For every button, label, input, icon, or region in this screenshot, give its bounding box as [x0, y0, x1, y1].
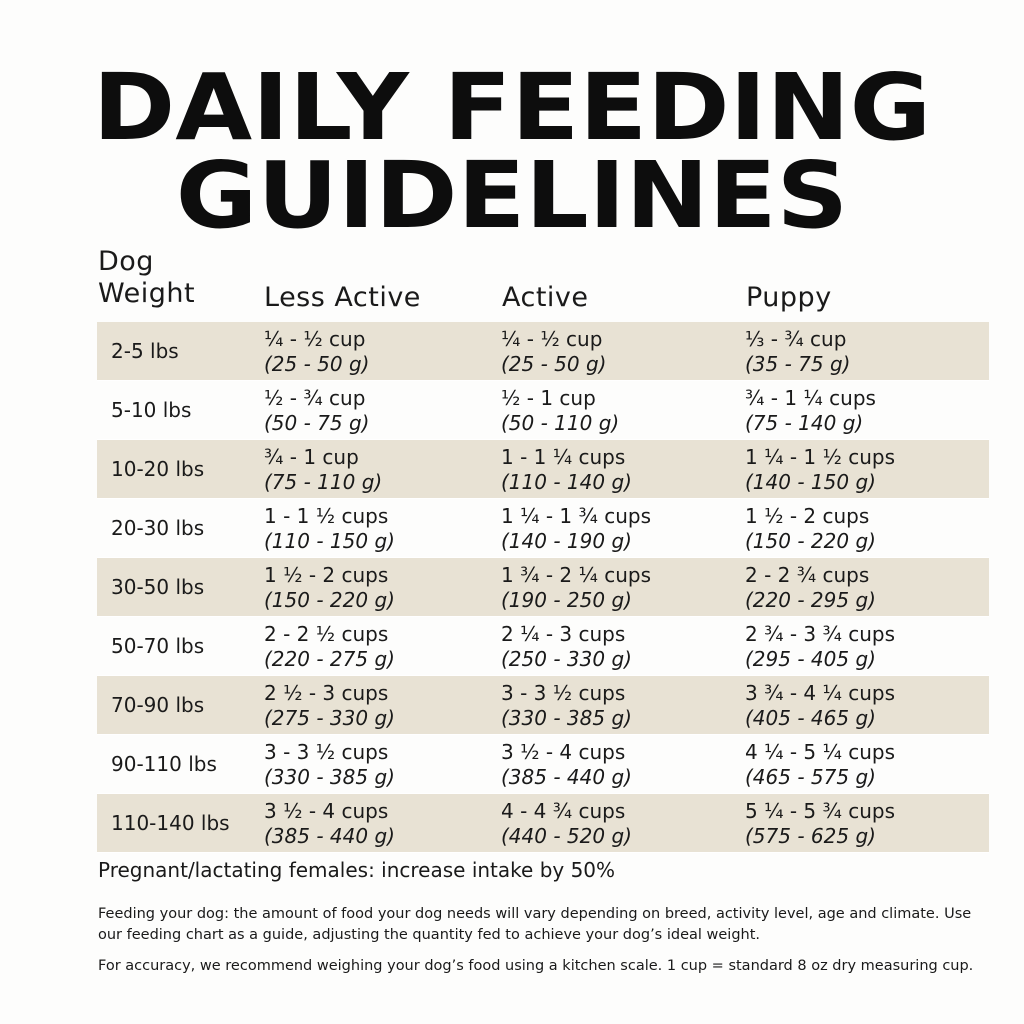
puppy-cell: [745, 681, 895, 731]
grams-amount: (75 - 140 g): [745, 411, 864, 435]
cups-amount: 3 - 3 ½ cups: [501, 681, 626, 705]
grams-amount: (250 - 330 g): [501, 647, 632, 671]
less-active-cell: [264, 445, 382, 495]
cups-amount: ¾ - 1 ¼ cups: [745, 386, 876, 410]
table-row: [97, 794, 989, 853]
header-dog-weight-line-2: Weight: [98, 278, 196, 310]
puppy-cell: [745, 563, 876, 613]
feeding-table: [97, 322, 989, 853]
grams-amount: (150 - 220 g): [264, 588, 395, 612]
accuracy-note: For accuracy, we recommend weighing your dog’s food using a kitchen scale. 1 cup = standard 8 oz dry measuring cup.: [98, 958, 974, 974]
grams-amount: (110 - 150 g): [264, 529, 395, 553]
pregnant-note: Pregnant/lactating females: increase intake by 50%: [98, 858, 616, 882]
cups-amount: 2 ½ - 3 cups: [264, 681, 389, 705]
grams-amount: (25 - 50 g): [501, 352, 607, 376]
weight-cell: 90-110 lbs: [111, 752, 217, 776]
grams-amount: (295 - 405 g): [745, 647, 876, 671]
cups-amount: 5 ¼ - 5 ¾ cups: [745, 799, 896, 823]
less-active-cell: [264, 681, 395, 731]
table-row: [97, 381, 989, 440]
header-active: Active: [502, 282, 589, 313]
puppy-cell: [745, 445, 895, 495]
active-cell: [501, 799, 632, 849]
grams-amount: (385 - 440 g): [264, 824, 395, 848]
less-active-cell: [264, 799, 395, 849]
cups-amount: 3 - 3 ½ cups: [264, 740, 389, 764]
table-row: [97, 499, 989, 558]
puppy-cell: [745, 799, 895, 849]
grams-amount: (35 - 75 g): [745, 352, 851, 376]
header-less-active: Less Active: [264, 282, 421, 313]
cups-amount: ¼ - ½ cup: [264, 327, 366, 351]
grams-amount: (440 - 520 g): [501, 824, 632, 848]
cups-amount: 1 - 1 ½ cups: [264, 504, 389, 528]
grams-amount: (275 - 330 g): [264, 706, 395, 730]
cups-amount: 3 ¾ - 4 ¼ cups: [745, 681, 896, 705]
grams-amount: (220 - 275 g): [264, 647, 395, 671]
weight-cell: 30-50 lbs: [111, 575, 205, 599]
less-active-cell: [264, 386, 370, 436]
table-row: [97, 440, 989, 499]
cups-amount: 2 ¼ - 3 cups: [501, 622, 626, 646]
header-dog-weight: [98, 246, 195, 311]
cups-amount: 1 ¼ - 1 ½ cups: [745, 445, 896, 469]
cups-amount: 4 ¼ - 5 ¼ cups: [745, 740, 896, 764]
cups-amount: ½ - ¾ cup: [264, 386, 366, 410]
grams-amount: (50 - 110 g): [501, 411, 620, 435]
active-cell: [501, 327, 607, 377]
less-active-cell: [264, 327, 370, 377]
grams-amount: (385 - 440 g): [501, 765, 632, 789]
cups-amount: 3 ½ - 4 cups: [501, 740, 626, 764]
active-cell: [501, 386, 619, 436]
table-row: [97, 617, 989, 676]
table-row: [97, 558, 989, 617]
cups-amount: ⅓ - ¾ cup: [745, 327, 847, 351]
grams-amount: (220 - 295 g): [745, 588, 876, 612]
weight-cell: 2-5 lbs: [111, 339, 179, 363]
active-cell: [501, 563, 651, 613]
active-cell: [501, 622, 632, 672]
active-cell: [501, 445, 632, 495]
grams-amount: (75 - 110 g): [264, 470, 383, 494]
cups-amount: 4 - 4 ¾ cups: [501, 799, 626, 823]
active-cell: [501, 681, 632, 731]
header-puppy: Puppy: [746, 282, 832, 313]
grams-amount: (140 - 190 g): [501, 529, 632, 553]
puppy-cell: [745, 740, 895, 790]
grams-amount: (330 - 385 g): [501, 706, 632, 730]
puppy-cell: [745, 504, 876, 554]
grams-amount: (150 - 220 g): [745, 529, 876, 553]
grams-amount: (25 - 50 g): [264, 352, 370, 376]
cups-amount: 1 ¼ - 1 ¾ cups: [501, 504, 652, 528]
grams-amount: (140 - 150 g): [745, 470, 876, 494]
cups-amount: 1 - 1 ¼ cups: [501, 445, 626, 469]
less-active-cell: [264, 622, 395, 672]
table-row: [97, 676, 989, 735]
weight-cell: 50-70 lbs: [111, 634, 205, 658]
weight-cell: 110-140 lbs: [111, 811, 230, 835]
weight-cell: 5-10 lbs: [111, 398, 192, 422]
table-row: [97, 322, 989, 381]
weight-cell: 20-30 lbs: [111, 516, 205, 540]
feeding-note: Feeding your dog: the amount of food your dog needs will vary depending on breed, activity level, age and climate. Use our feeding chart as a guide, adjusting the quantity fed to achieve your dog’s ideal weight.: [98, 906, 972, 943]
cups-amount: 1 ½ - 2 cups: [264, 563, 389, 587]
less-active-cell: [264, 504, 395, 554]
grams-amount: (50 - 75 g): [264, 411, 370, 435]
puppy-cell: [745, 327, 851, 377]
title-line-2: GUIDELINES: [175, 142, 849, 249]
header-dog-weight-line-1: Dog: [98, 246, 154, 277]
cups-amount: 2 ¾ - 3 ¾ cups: [745, 622, 896, 646]
cups-amount: 3 ½ - 4 cups: [264, 799, 389, 823]
cups-amount: 1 ½ - 2 cups: [745, 504, 870, 528]
cups-amount: ¾ - 1 cup: [264, 445, 359, 469]
grams-amount: (190 - 250 g): [501, 588, 632, 612]
cups-amount: ¼ - ½ cup: [501, 327, 603, 351]
table-row: [97, 735, 989, 794]
active-cell: [501, 740, 632, 790]
grams-amount: (110 - 140 g): [501, 470, 632, 494]
grams-amount: (405 - 465 g): [745, 706, 876, 730]
grams-amount: (330 - 385 g): [264, 765, 395, 789]
title-line-1: DAILY FEEDING: [92, 54, 932, 161]
grams-amount: (575 - 625 g): [745, 824, 876, 848]
cups-amount: 1 ¾ - 2 ¼ cups: [501, 563, 652, 587]
cups-amount: 2 - 2 ½ cups: [264, 622, 389, 646]
cups-amount: 2 - 2 ¾ cups: [745, 563, 870, 587]
cups-amount: ½ - 1 cup: [501, 386, 596, 410]
weight-cell: 10-20 lbs: [111, 457, 205, 481]
less-active-cell: [264, 563, 395, 613]
weight-cell: 70-90 lbs: [111, 693, 205, 717]
grams-amount: (465 - 575 g): [745, 765, 876, 789]
puppy-cell: [745, 622, 895, 672]
less-active-cell: [264, 740, 395, 790]
active-cell: [501, 504, 651, 554]
puppy-cell: [745, 386, 876, 436]
